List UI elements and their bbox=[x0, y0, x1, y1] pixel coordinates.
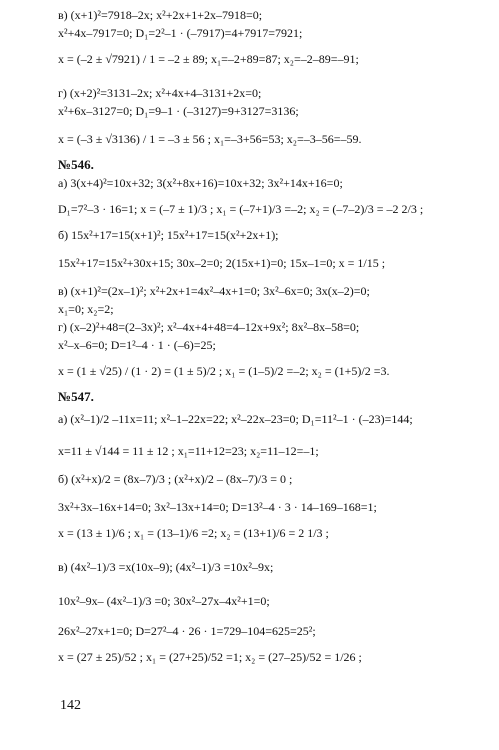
line-23: в) (4x²–1)/3 =x(10x–9); (4x²–1)/3 =10x²–9x; bbox=[58, 560, 274, 574]
line-22: x = (13 ± 1)/6 ; x₁ = (13–1)/6 =2; x₂ = (13+1)/6 = 2 1/3 ; bbox=[58, 526, 329, 540]
line-19: x=11 ± √144 = 11 ± 12 ; x₁=11+12=23; x₂=11–12=–1; bbox=[58, 444, 319, 458]
line-01: в) (x+1)²=7918–2x; x²+2x+1+2x–7918=0; bbox=[58, 8, 263, 22]
line-06: x = (–3 ± √3136) / 1 = –3 ± 56 ; x₁=–3+56=53; x₂=–3–56=–59. bbox=[58, 132, 362, 146]
line-02: x²+4x–7917=0; D₁=2²–1 · (–7917)=4+7917=7921; bbox=[58, 26, 303, 40]
page-number: 142 bbox=[60, 698, 81, 713]
line-26: x = (27 ± 25)/52 ; x₁ = (27+25)/52 =1; x₂ = (27–25)/52 = 1/26 ; bbox=[58, 650, 362, 664]
line-16: x = (1 ± √25) / (1 · 2) = (1 ± 5)/2 ; x₁ = (1–5)/2 =–2; x₂ = (1+5)/2 =3. bbox=[58, 364, 390, 378]
line-25: 26x²–27x+1=0; D=27²–4 · 26 · 1=729–104=625=25²; bbox=[58, 624, 316, 638]
line-20: б) (x²+x)/2 = (8x–7)/3 ; (x²+x)/2 – (8x–7)/3 = 0 ; bbox=[58, 472, 293, 486]
line-12: в) (x+1)²=(2x–1)²; x²+2x+1=4x²–4x+1=0; 3x²–6x=0; 3x(x–2)=0; bbox=[58, 284, 370, 298]
line-08: а) 3(x+4)²=10x+32; 3(x²+8x+16)=10x+32; 3x²+14x+16=0; bbox=[58, 176, 343, 190]
line-09: D₁=7²–3 · 16=1; x = (–7 ± 1)/3 ; x₁ = (–7+1)/3 =–2; x₂ = (–7–2)/3 = –2 2/3 ; bbox=[58, 202, 424, 216]
line-04: г) (x+2)²=3131–2x; x²+4x+4–3131+2x=0; bbox=[58, 86, 262, 100]
line-13: x₁=0; x₂=2; bbox=[58, 302, 114, 316]
line-18: а) (x²–1)/2 –11x=11; x²–1–22x=22; x²–22x–23=0; D₁=11²–1 · (–23)=144; bbox=[58, 412, 413, 426]
line-05: x²+6x–3127=0; D₁=9–1 · (–3127)=9+3127=3136; bbox=[58, 104, 299, 118]
line-24: 10x²–9x– (4x²–1)/3 =0; 30x²–27x–4x²+1=0; bbox=[58, 594, 270, 608]
line-21: 3x²+3x–16x+14=0; 3x²–13x+14=0; D=13²–4 · 3 · 14–169–168=1; bbox=[58, 500, 377, 514]
exercise-546-heading: №546. bbox=[58, 157, 94, 172]
line-15: x²–x–6=0; D=1²–4 · 1 · (–6)=25; bbox=[58, 338, 216, 352]
line-14: г) (x–2)²+48=(2–3x)²; x²–4x+4+48=4–12x+9x²; 8x²–8x–58=0; bbox=[58, 320, 360, 334]
line-03: x = (–2 ± √7921) / 1 = –2 ± 89; x₁=–2+89=87; x₂=–2–89=–91; bbox=[58, 52, 359, 66]
exercise-547-heading: №547. bbox=[58, 389, 94, 404]
line-11: 15x²+17=15x²+30x+15; 30x–2=0; 2(15x+1)=0; 15x–1=0; x = 1/15 ; bbox=[58, 256, 386, 270]
line-10: б) 15x²+17=15(x+1)²; 15x²+17=15(x²+2x+1); bbox=[58, 228, 279, 242]
